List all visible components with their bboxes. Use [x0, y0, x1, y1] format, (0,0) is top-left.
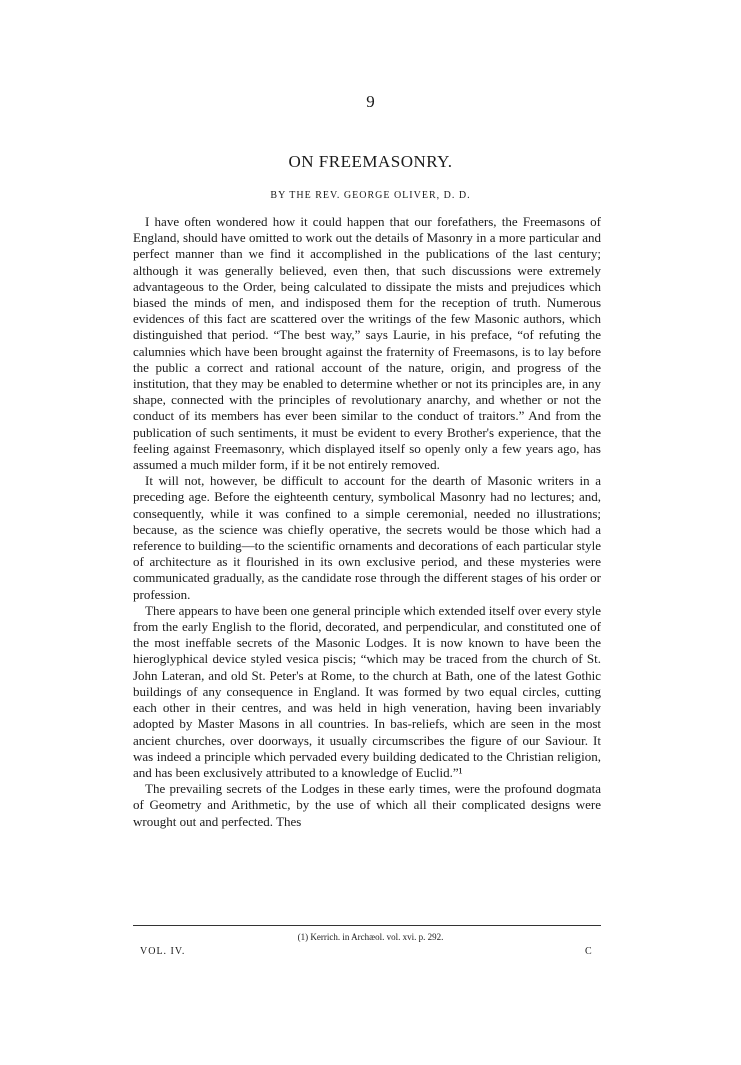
footnote: (1) Kerrich. in Archæol. vol. xvi. p. 292.	[297, 932, 444, 942]
paragraph-2: It will not, however, be difficult to account for the dearth of Masonic writers in a preceding age. Before the eighteenth century, symbolical Masonry had no lectures; and, consequently, while it was confined to a simple ceremonial, needed no illustrations; because, as the science was chiefly operative, the secrets would be those which had a reference to building—to the scientific ornaments and decorations of each particular style of architecture as it flourished in its own exclusive period, and these mysteries were communicated gradually, as the candidate rose through the different stages of his order or profession.	[133, 473, 601, 602]
article-body	[133, 214, 601, 830]
author-byline: BY THE REV. GEORGE OLIVER, D. D.	[270, 190, 471, 201]
article-title: ON FREEMASONRY.	[288, 152, 453, 171]
page-number: 9	[366, 92, 375, 111]
paragraph-1: I have often wondered how it could happen that our forefathers, the Freemasons of England, should have omitted to work out the details of Masonry in a more particular and perfect manner than we find it accomplished in the publications of the last century; although it was generally believed, even then, that such discussions were extremely advantageous to the Order, being calculated to dissipate the mists and prejudices which biased the minds of men, and indisposed them for the reception of truth. Numerous evidences of this fact are scattered over the writings of the few Masonic authors, which distinguished that period. “The best way,” says Laurie, in his preface, “of refuting the calumnies which have been brought against the fraternity of Freemasons, is to lay before the public a correct and rational account of the nature, origin, and progress of the institution, that they may be enabled to determine whether or not its principles are, in any shape, connected with the principles of revolutionary anarchy, and whether or not the conduct of its members has ever been similar to the conduct of traitors.” And from the publication of such sentiments, it must be evident to every Brother's experience, that the feeling against Freemasonry, which displayed itself so openly only a few years ago, has assumed a much milder form, if it be not entirely removed.	[133, 214, 601, 473]
volume-label: VOL. IV.	[140, 946, 186, 957]
signature-mark: C	[585, 946, 592, 957]
paragraph-4: The prevailing secrets of the Lodges in these early times, were the profound dogmata of Geometry and Arithmetic, by the use of which all their complicated designs were wrought out and perfected. Thes	[133, 781, 601, 829]
paragraph-3: There appears to have been one general principle which extended itself over every style from the early English to the florid, decorated, and perpendicular, and constituted one of the most ineffable secrets of the Masonic Lodges. It is now known to have been the hieroglyphical device styled vesica piscis; “which may be traced from the church of St. John Lateran, and old St. Peter's at Rome, to the church at Bath, one of the latest Gothic buildings of any consequence in England. It was formed by two equal circles, cutting each other in their centres, and was held in high veneration, having been invariably adopted by Master Masons in all countries. In bas-reliefs, which are seen in the most ancient churches, over doorways, it usually circumscribes the figure of our Saviour. It was indeed a principle which pervaded every building dedicated to the Christian religion, and has been exclusively attributed to a knowledge of Euclid.”¹	[133, 602, 601, 780]
footnote-rule	[133, 925, 601, 926]
